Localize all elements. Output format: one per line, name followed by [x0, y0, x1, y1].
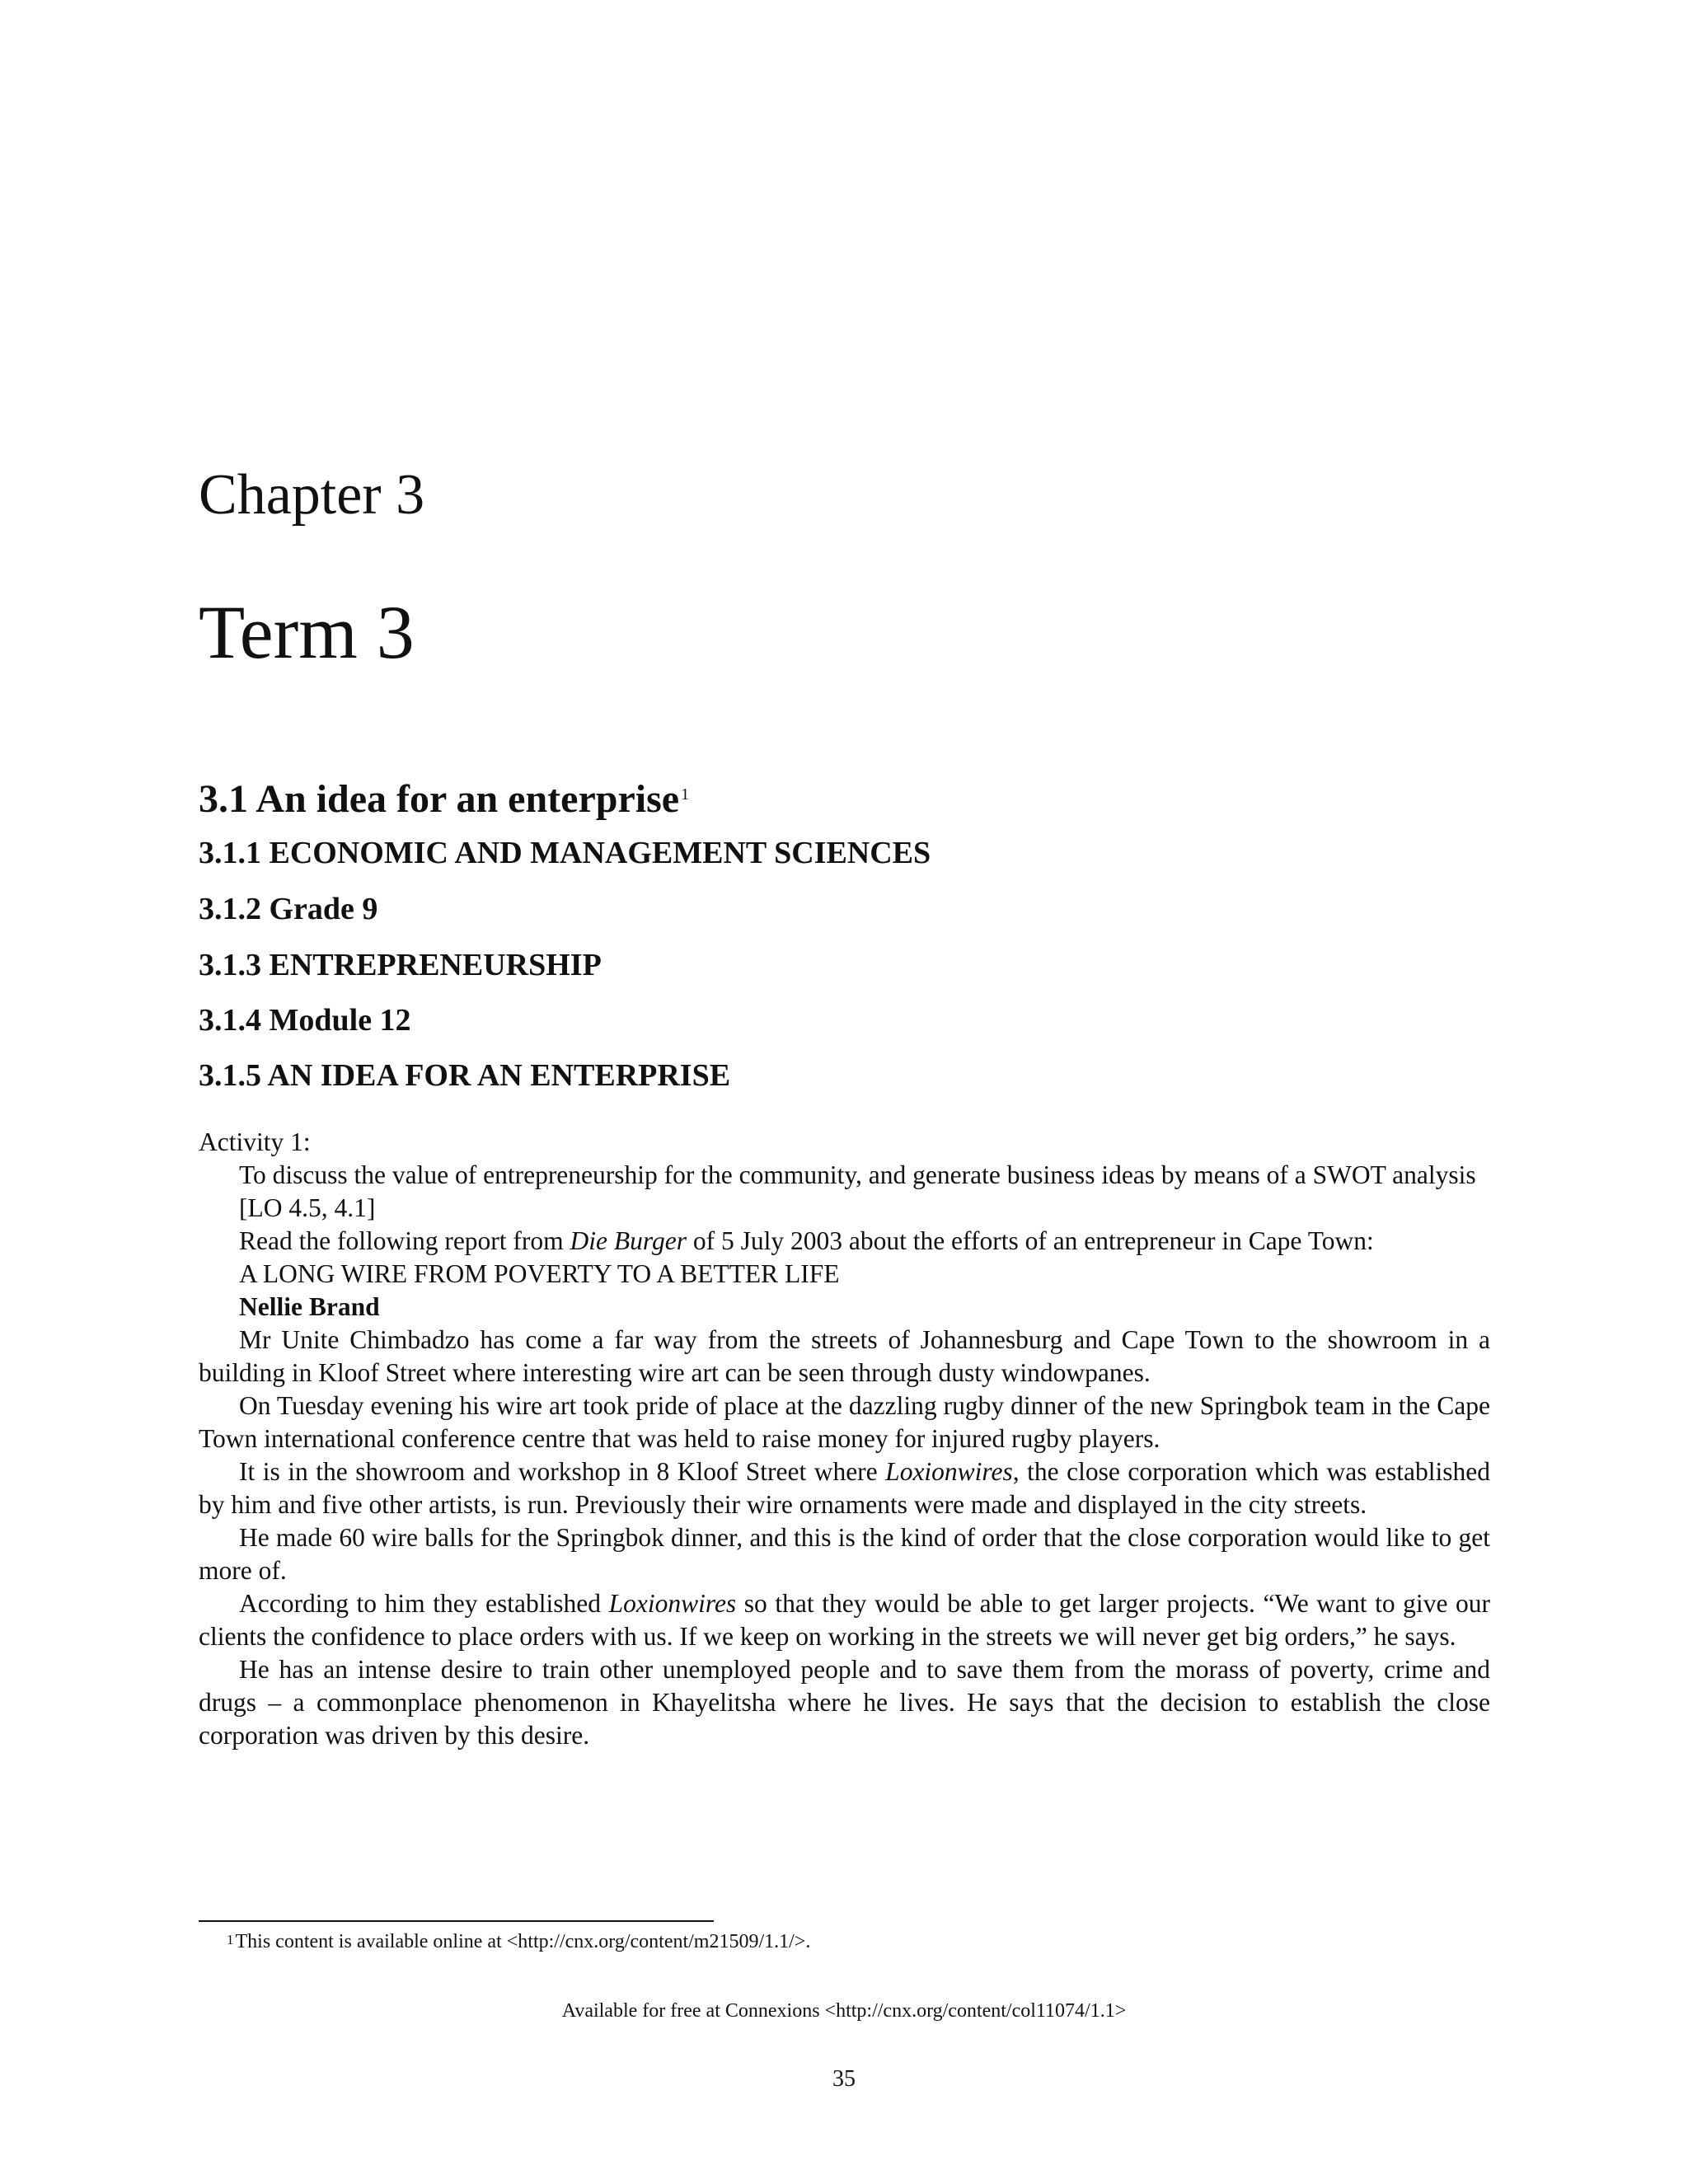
paragraph-text: so that they would be able to get larger projects. “We want to give our clients the confidence to place orders with us. If we keep on working in the streets we will never get big orders,” he says. — [199, 1589, 1490, 1651]
footnote-reference[interactable]: 1 — [681, 785, 690, 804]
page-number: 35 — [832, 2066, 856, 2092]
paragraph-text: It is in the showroom and workshop in 8 Kloof Street where — [239, 1457, 886, 1486]
chapter-title: Term 3 — [199, 590, 415, 674]
footnote — [227, 1929, 810, 1955]
chapter-label: Chapter 3 — [199, 463, 425, 527]
paragraph-text: , the close corporation which was established by him and five other artists, is run. Previously their wire ornaments were made and displayed in the city streets. — [199, 1457, 1490, 1519]
footnote-mark: 1 — [227, 1932, 234, 1947]
report-paragraph: He made 60 wire balls for the Springbok dinner, and this is the kind of order that the close corporation would like to get more of. — [199, 1523, 1490, 1585]
footer-availability[interactable]: Available for free at Connexions <http://cnx.org/content/col11074/1.1> — [561, 2000, 1127, 2022]
report-paragraph — [199, 1455, 1490, 1521]
footnote-text[interactable]: This content is available online at <http://cnx.org/content/m21509/1.1/>. — [235, 1931, 811, 1952]
report-paragraph: He has an intense desire to train other unemployed people and to save them from the morass of poverty, crime and drugs – a commonplace phenomenon in Khayelitsha where he lives. He says that the decision to establish the close corporation was driven by this desire. — [199, 1655, 1490, 1750]
report-headline: A LONG WIRE FROM POVERTY TO A BETTER LIFE — [239, 1259, 840, 1288]
company-name: Loxionwires — [608, 1589, 737, 1618]
report-paragraph — [199, 1587, 1490, 1653]
company-name: Loxionwires — [885, 1457, 1013, 1486]
section-heading — [199, 775, 689, 824]
subsection-heading: 3.1.4 Module 12 — [199, 1003, 411, 1038]
report-paragraph: Mr Unite Chimbadzo has come a far way from the streets of Johannesburg and Cape Town to the showroom in a building in Kloof Street where interesting wire art can be seen through dusty windowpanes. — [199, 1325, 1490, 1387]
activity-aim: To discuss the value of entrepreneurship for the community, and generate business ideas by means of a SWOT analysis — [239, 1160, 1476, 1189]
subsection-heading: 3.1.3 ENTREPRENEURSHIP — [199, 948, 602, 982]
intro-text-before: Read the following report from — [239, 1226, 570, 1255]
subsection-heading: 3.1.2 Grade 9 — [199, 892, 378, 926]
learning-outcome-reference: [LO 4.5, 4.1] — [239, 1193, 376, 1222]
body-text — [199, 1126, 1490, 1752]
paragraph-text: According to him they established — [239, 1589, 609, 1618]
footnote-divider — [199, 1920, 714, 1922]
report-paragraph: On Tuesday evening his wire art took pride of place at the dazzling rugby dinner of the new Springbok team in the Cape Town international conference centre that was held to raise money for injured rugby players. — [199, 1391, 1490, 1453]
publication-name: Die Burger — [570, 1226, 687, 1255]
intro-paragraph — [199, 1225, 1490, 1258]
subsection-heading: 3.1.5 AN IDEA FOR AN ENTERPRISE — [199, 1058, 731, 1093]
intro-text-after: of 5 July 2003 about the efforts of an entrepreneur in Cape Town: — [686, 1226, 1374, 1255]
report-author: Nellie Brand — [239, 1292, 380, 1321]
activity-label: Activity 1: — [199, 1127, 311, 1156]
section-heading-text: 3.1 An idea for an enterprise — [199, 777, 680, 821]
subsection-heading: 3.1.1 ECONOMIC AND MANAGEMENT SCIENCES — [199, 836, 931, 870]
